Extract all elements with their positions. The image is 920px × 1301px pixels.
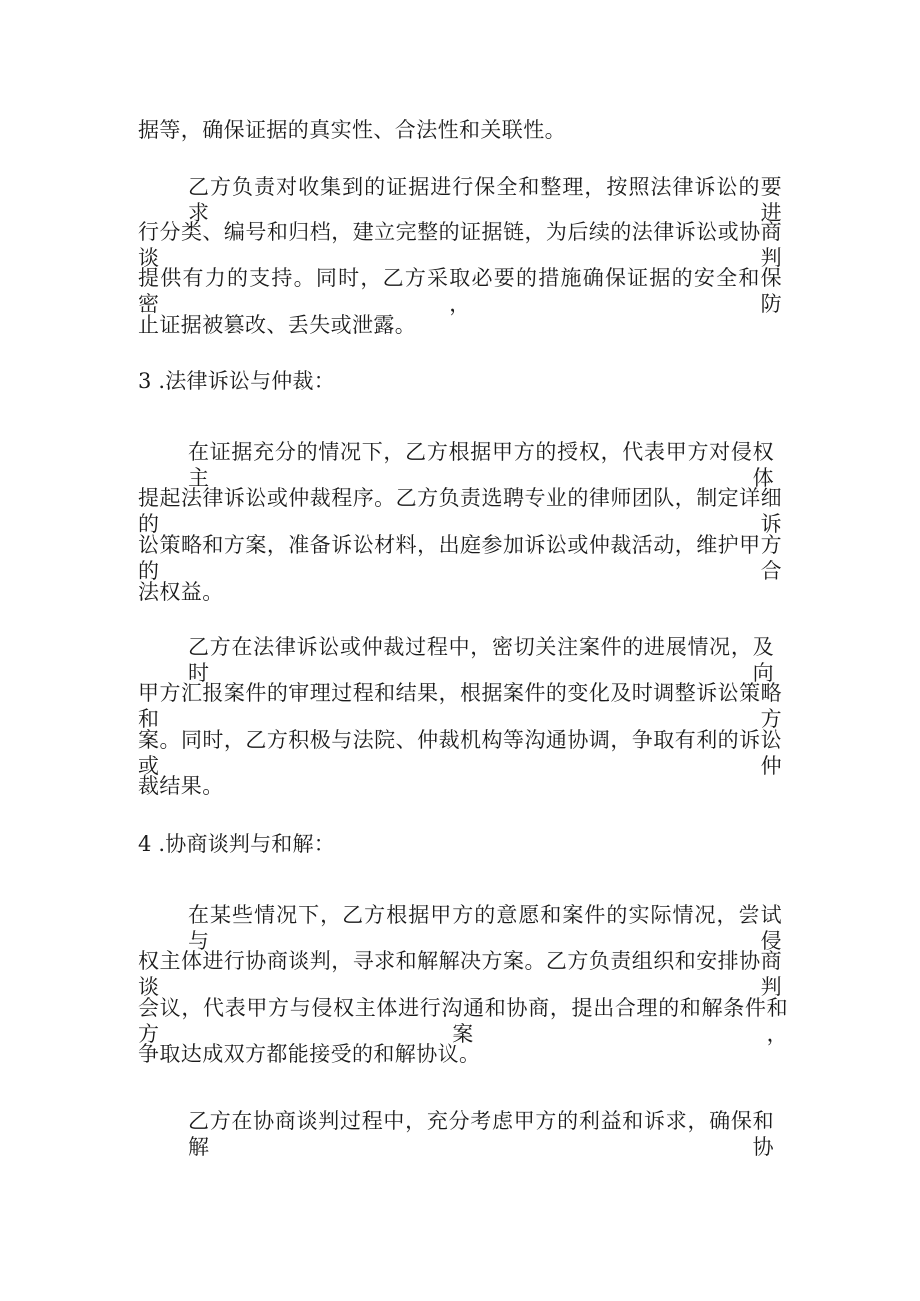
text-line: 提起法律诉讼或仲裁程序。乙方负责选聘专业的律师团队，制定详细的诉 bbox=[138, 486, 782, 536]
text-line: 裁结果。 bbox=[138, 774, 224, 798]
text-line: 讼策略和方案，准备诉讼材料，出庭参加诉讼或仲裁活动，维护甲方的合 bbox=[138, 533, 782, 583]
text-line: 乙方在法律诉讼或仲裁过程中，密切关注案件的进展情况，及时向 bbox=[188, 635, 774, 685]
text-line: 甲方汇报案件的审理过程和结果，根据案件的变化及时调整诉讼策略和方 bbox=[138, 681, 782, 731]
text-line: 案。同时，乙方积极与法院、仲裁机构等沟通协调，争取有利的诉讼或仲 bbox=[138, 728, 782, 778]
text-line: 争取达成双方都能接受的和解协议。 bbox=[138, 1042, 481, 1066]
section-heading: 3 .法律诉讼与仲裁： bbox=[138, 369, 335, 393]
text-line: 在某些情况下，乙方根据甲方的意愿和案件的实际情况，尝试与侵 bbox=[188, 903, 782, 953]
text-line: 乙方在协商谈判过程中，充分考虑甲方的利益和诉求，确保和解协 bbox=[188, 1109, 774, 1159]
text-line: 权主体进行协商谈判，寻求和解解决方案。乙方负责组织和安排协商谈判 bbox=[138, 949, 782, 999]
text-line: 止证据被篡改、丢失或泄露。 bbox=[138, 313, 417, 337]
text-line: 提供有力的支持。同时，乙方采取必要的措施确保证据的安全和保密，防 bbox=[138, 266, 782, 316]
text-line: 乙方负责对收集到的证据进行保全和整理，按照法律诉讼的要求进 bbox=[188, 175, 782, 225]
text-line: 行分类、编号和归档，建立完整的证据链，为后续的法律诉讼或协商谈判 bbox=[138, 220, 782, 270]
text-line: 据等，确保证据的真实性、合法性和关联性。 bbox=[138, 118, 566, 142]
text-line: 在证据充分的情况下，乙方根据甲方的授权，代表甲方对侵权主体 bbox=[188, 440, 774, 490]
text-line: 法权益。 bbox=[138, 580, 224, 604]
section-heading: 4 .协商谈判与和解： bbox=[138, 832, 335, 856]
text-line: 会议，代表甲方与侵权主体进行沟通和协商，提出合理的和解条件和方案， bbox=[138, 996, 788, 1046]
